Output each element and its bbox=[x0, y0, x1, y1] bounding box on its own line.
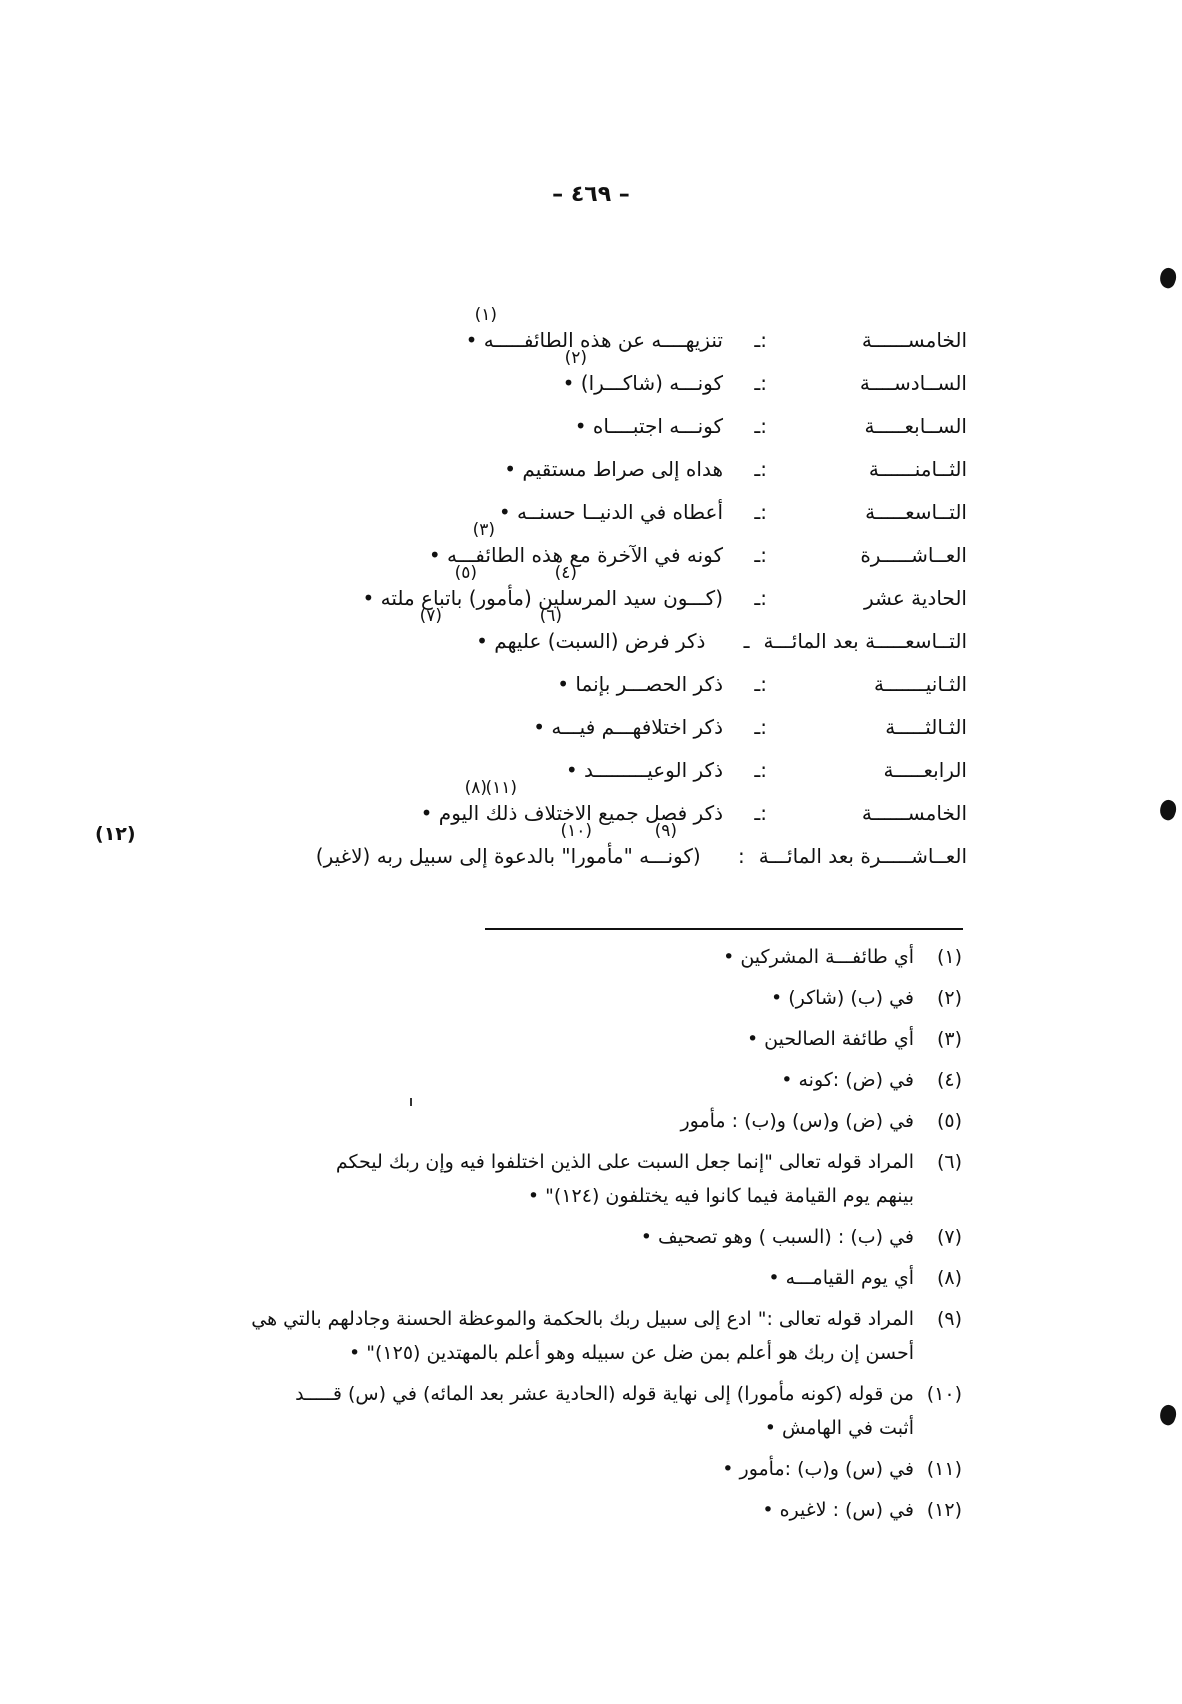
footnote-item bbox=[82, 1452, 962, 1486]
line-separator: :ـ bbox=[754, 715, 767, 739]
line-text: هداه إلى صراط مستقيم • bbox=[504, 457, 723, 481]
line-text: ذكر فرض (السبت) عليهم • bbox=[476, 629, 706, 653]
line-separator: :ـ bbox=[754, 758, 767, 782]
footnote-item bbox=[82, 981, 962, 1015]
line-label: الثــامنــــــة bbox=[868, 457, 967, 481]
line-label: الخامســــــة bbox=[861, 801, 967, 825]
footnote-text: في (س) و(ب) :مأمور • bbox=[722, 1458, 914, 1480]
line-separator: :ـ bbox=[754, 371, 767, 395]
line-label: العــاشـــــرة bbox=[860, 543, 967, 567]
footnote-marker-12: (١٢) bbox=[95, 823, 136, 845]
footnote-item bbox=[82, 1022, 962, 1056]
footnote-number: (٢) bbox=[936, 987, 962, 1009]
line-text: ذكر فصل جميع الاختلاف ذلك اليوم • bbox=[420, 801, 723, 825]
footnote-item bbox=[82, 1104, 962, 1138]
line-text: ذكر الحصـــر بإنما • bbox=[557, 672, 723, 696]
page-number: – ٤٦٩ – bbox=[552, 182, 630, 207]
footnote-item bbox=[82, 1220, 962, 1254]
footnote-item bbox=[82, 1377, 962, 1445]
footnote-marker: (٥) bbox=[454, 563, 477, 583]
footnote-number: (٨) bbox=[936, 1267, 962, 1289]
text-line bbox=[316, 451, 967, 487]
footnote-number: (١٢) bbox=[926, 1499, 962, 1521]
line-text: ذكر اختلافهـــم فيـــه • bbox=[533, 715, 723, 739]
footnote-number: (٤) bbox=[936, 1069, 962, 1091]
footnote-number: (٦) bbox=[936, 1151, 962, 1173]
line-label: الســادســــة bbox=[859, 371, 967, 395]
footnote-marker: (١١) bbox=[485, 778, 517, 798]
line-label: التــاسعـــــة bbox=[865, 500, 967, 524]
text-line bbox=[316, 752, 967, 788]
footnote-number: (٩) bbox=[936, 1308, 962, 1330]
line-text: كونـــه (شاكـــرا) • bbox=[562, 371, 723, 395]
footnote-continuation: أثبت في الهامش • bbox=[764, 1417, 914, 1439]
footnote-marker: (٩) bbox=[654, 821, 677, 841]
line-text: أعطاه في الدنيــا حسنــه • bbox=[498, 500, 723, 524]
scan-mark bbox=[1157, 266, 1179, 290]
footnote-text: أي طائفة الصالحين • bbox=[746, 1028, 914, 1050]
line-label: العــاشـــــرة بعد المائـــة bbox=[758, 844, 967, 868]
footnote-text: أي طائفـــة المشركين • bbox=[723, 946, 914, 968]
footnote-text: المراد قوله تعالى :" ادع إلى سبيل ربك بالحكمة والموعظة الحسنة وجادلهم بالتي هي bbox=[251, 1308, 914, 1330]
line-separator: :ـ bbox=[754, 543, 767, 567]
line-separator: ـ bbox=[743, 629, 750, 653]
line-text: (كـــون سيد المرسلين (مأمور) باتباع ملته • bbox=[362, 586, 723, 610]
footnote-text: في (ض) و(س) و(ب) : مأمور bbox=[680, 1110, 914, 1132]
footnote-text: في (ب) : (السبب ) وهو تصحيف • bbox=[640, 1226, 914, 1248]
footnote-item bbox=[82, 1261, 962, 1295]
main-text bbox=[315, 305, 967, 881]
footnote-marker: (٧) bbox=[419, 606, 442, 626]
text-line bbox=[316, 348, 967, 401]
line-separator: :ـ bbox=[754, 414, 767, 438]
footnote-number: (٣) bbox=[936, 1028, 962, 1050]
line-text: ذكر الوعيـــــــــد • bbox=[565, 758, 723, 782]
text-line bbox=[316, 494, 967, 530]
footnote-item bbox=[82, 1302, 962, 1370]
text-line bbox=[316, 666, 967, 702]
text-line bbox=[315, 821, 967, 874]
line-label: الثـانيـــــــة bbox=[874, 672, 967, 696]
scan-mark bbox=[1157, 798, 1179, 822]
line-label: الثـالثـــــة bbox=[885, 715, 967, 739]
line-label: الســابعـــــة bbox=[864, 414, 967, 438]
footnote-continuation: بينهم يوم القيامة فيما كانوا فيه يختلفون (١٢٤)" • bbox=[527, 1185, 914, 1207]
footnote-item bbox=[82, 1063, 962, 1097]
footnote-number: (١١) bbox=[926, 1458, 962, 1480]
text-line bbox=[316, 520, 967, 573]
footnote-marker: (٦) bbox=[539, 606, 562, 626]
line-separator: :ـ bbox=[754, 457, 767, 481]
line-separator: :ـ bbox=[754, 328, 767, 352]
footnote-continuation: أحسن إن ربك هو أعلم بمن ضل عن سبيله وهو أعلم بالمهتدين (١٢٥)" • bbox=[349, 1342, 914, 1364]
footnote-number: (٥) bbox=[936, 1110, 962, 1132]
line-separator: :ـ bbox=[754, 586, 767, 610]
text-line bbox=[316, 606, 967, 659]
line-label: الرابعـــــة bbox=[883, 758, 967, 782]
footnote-item bbox=[82, 1145, 962, 1213]
text-line bbox=[316, 563, 967, 616]
line-label: الخامســــــة bbox=[861, 328, 967, 352]
line-text: (كونـــه "مأمورا" بالدعوة إلى سبيل ربه (لاغير) bbox=[315, 844, 701, 868]
footnote-number: (١) bbox=[936, 946, 962, 968]
footnote-number: (١٠) bbox=[926, 1383, 962, 1405]
scan-mark bbox=[1157, 1403, 1179, 1427]
footnotes bbox=[82, 940, 962, 1534]
line-text: كونه في الآخرة مع هذه الطائفـــه • bbox=[428, 543, 723, 567]
footnote-text: من قوله (كونه مأمورا) إلى نهاية قوله (الحادية عشر بعد المائه) في (س) قـــــد bbox=[295, 1383, 914, 1405]
footnote-text: المراد قوله تعالى "إنما جعل السبت على الذين اختلفوا فيه وإن ربك ليحكم bbox=[335, 1151, 914, 1173]
text-line bbox=[316, 778, 967, 831]
footnote-marker: (١٠) bbox=[560, 821, 592, 841]
line-separator: :ـ bbox=[754, 801, 767, 825]
footnote-item bbox=[82, 1493, 962, 1527]
line-separator: :ـ bbox=[754, 500, 767, 524]
text-line bbox=[316, 305, 967, 358]
footnote-marker: (٤) bbox=[554, 563, 577, 583]
footnote-text: في (ب) (شاكر) • bbox=[770, 987, 914, 1009]
line-separator: :ـ bbox=[754, 672, 767, 696]
text-line bbox=[316, 709, 967, 745]
footnote-text: أي يوم القيامـــه • bbox=[768, 1267, 914, 1289]
text-line bbox=[316, 408, 967, 444]
footnote-rule bbox=[485, 928, 963, 930]
line-separator: : bbox=[737, 844, 745, 868]
footnote-marker: (٣) bbox=[472, 520, 495, 540]
footnote-marker: (٨) bbox=[464, 778, 487, 798]
footnote-number: (٧) bbox=[936, 1226, 962, 1248]
footnote-text: في (س) : لاغيره • bbox=[762, 1499, 914, 1521]
footnote-marker: (٢) bbox=[564, 348, 587, 368]
line-label: الحادية عشر bbox=[863, 586, 967, 610]
line-text: تنزيهــــه عن هذه الطائفـــــه • bbox=[465, 328, 723, 352]
footnote-item bbox=[82, 940, 962, 974]
line-text: كونـــه اجتبــــاه • bbox=[574, 414, 723, 438]
footnote-text: في (ض) :كونه • bbox=[781, 1069, 914, 1091]
footnote-marker: (١) bbox=[474, 305, 497, 325]
line-label: التــاسعـــــة بعد المائـــة bbox=[763, 629, 967, 653]
